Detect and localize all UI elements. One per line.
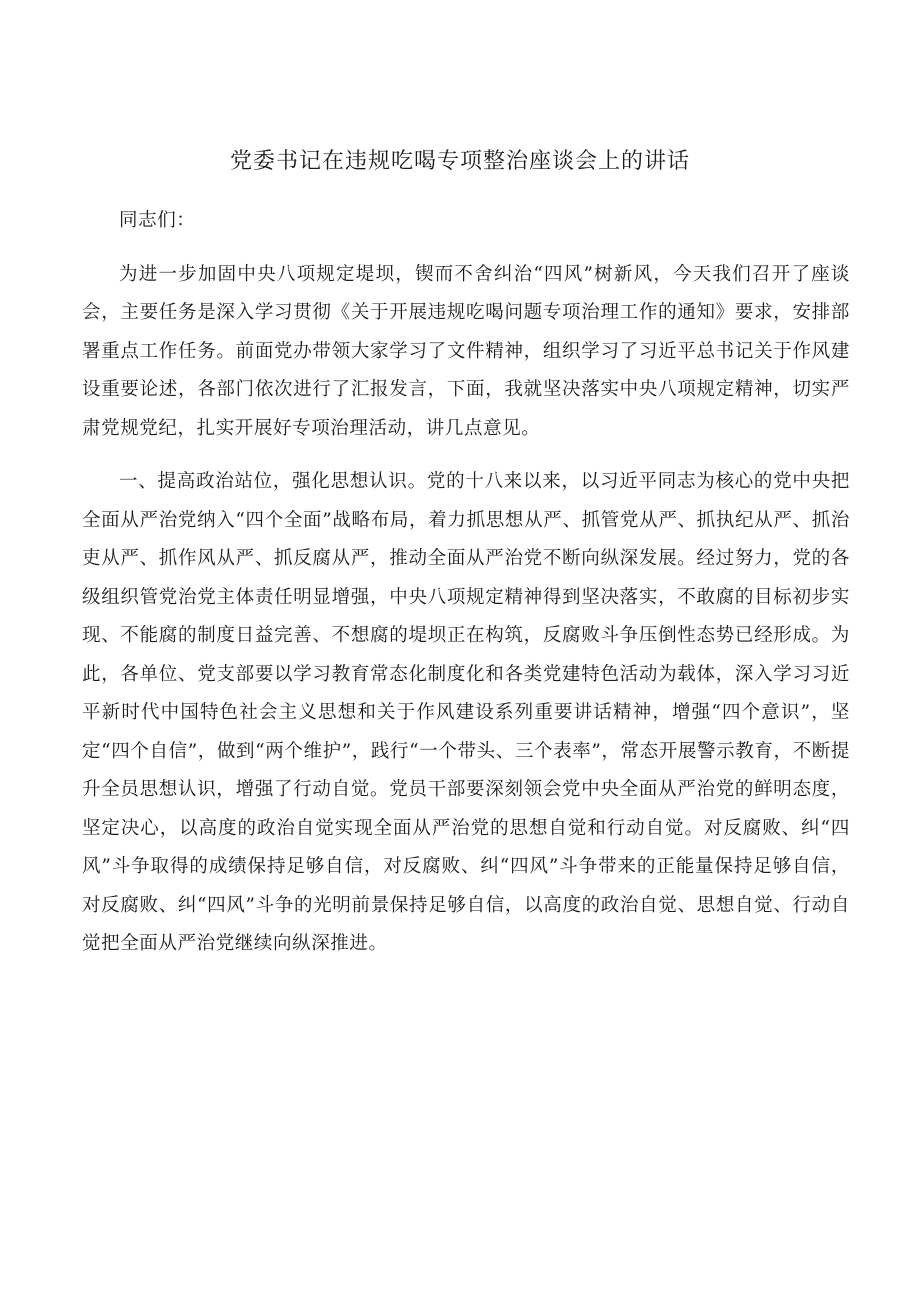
paragraph-intro: 为进一步加固中央八项规定堤坝，锲而不舍纠治“四风”树新风，今天我们召开了座谈会，主要任务是深入学习贯彻《关于开展违规吃喝问题专项治理工作的通知》要求，安排部署重点工作任务。前面党办带领大家学习了文件精神，组织学习了习近平总书记关于作风建设重要论述，各部门依次进行了汇报发言，下面，我就坚决落实中央八项规定精神，切实严肃党规党纪，扎实开展好专项治理活动，讲几点意见。 (82, 263, 850, 439)
greeting: 同志们： (119, 210, 196, 231)
paragraph-section-one: 一、提高政治站位，强化思想认识。党的十八来以来，以习近平同志为核心的党中央把全面从严治党纳入“四个全面”战略布局，着力抓思想从严、抓管党从严、抓执纪从严、抓治吏从严、抓作风从严、抓反腐从严，推动全面从严治党不断向纵深发展。经过努力，党的各级组织管党治党主体责任明显增强，中央八项规定精神得到坚决落实，不敢腐的目标初步实现、不能腐的制度日益完善、不想腐的堤坝正在构筑，反腐败斗争压倒性态势已经形成。为此，各单位、党支部要以学习教育常态化制度化和各类党建特色活动为载体，深入学习习近平新时代中国特色社会主义思想和关于作风建设系列重要讲话精神，增强“四个意识”，坚定“四个自信”，做到“两个维护”，践行“一个带头、三个表率”，常态开展警示教育，不断提升全员思想认识，增强了行动自觉。党员干部要深刻领会党中央全面从严治党的鲜明态度，坚定决心，以高度的政治自觉实现全面从严治党的思想自觉和行动自觉。对反腐败、纠“四风”斗争取得的成绩保持足够自信，对反腐败、纠“四风”斗争带来的正能量保持足够自信，对反腐败、纠“四风”斗争的光明前景保持足够自信，以高度的政治自觉、思想自觉、行动自觉把全面从严治党继续向纵深推进。 (82, 471, 850, 954)
document-title: 党委书记在违规吃喝专项整治座谈会上的讲话 (229, 149, 690, 174)
document-body (82, 202, 850, 964)
